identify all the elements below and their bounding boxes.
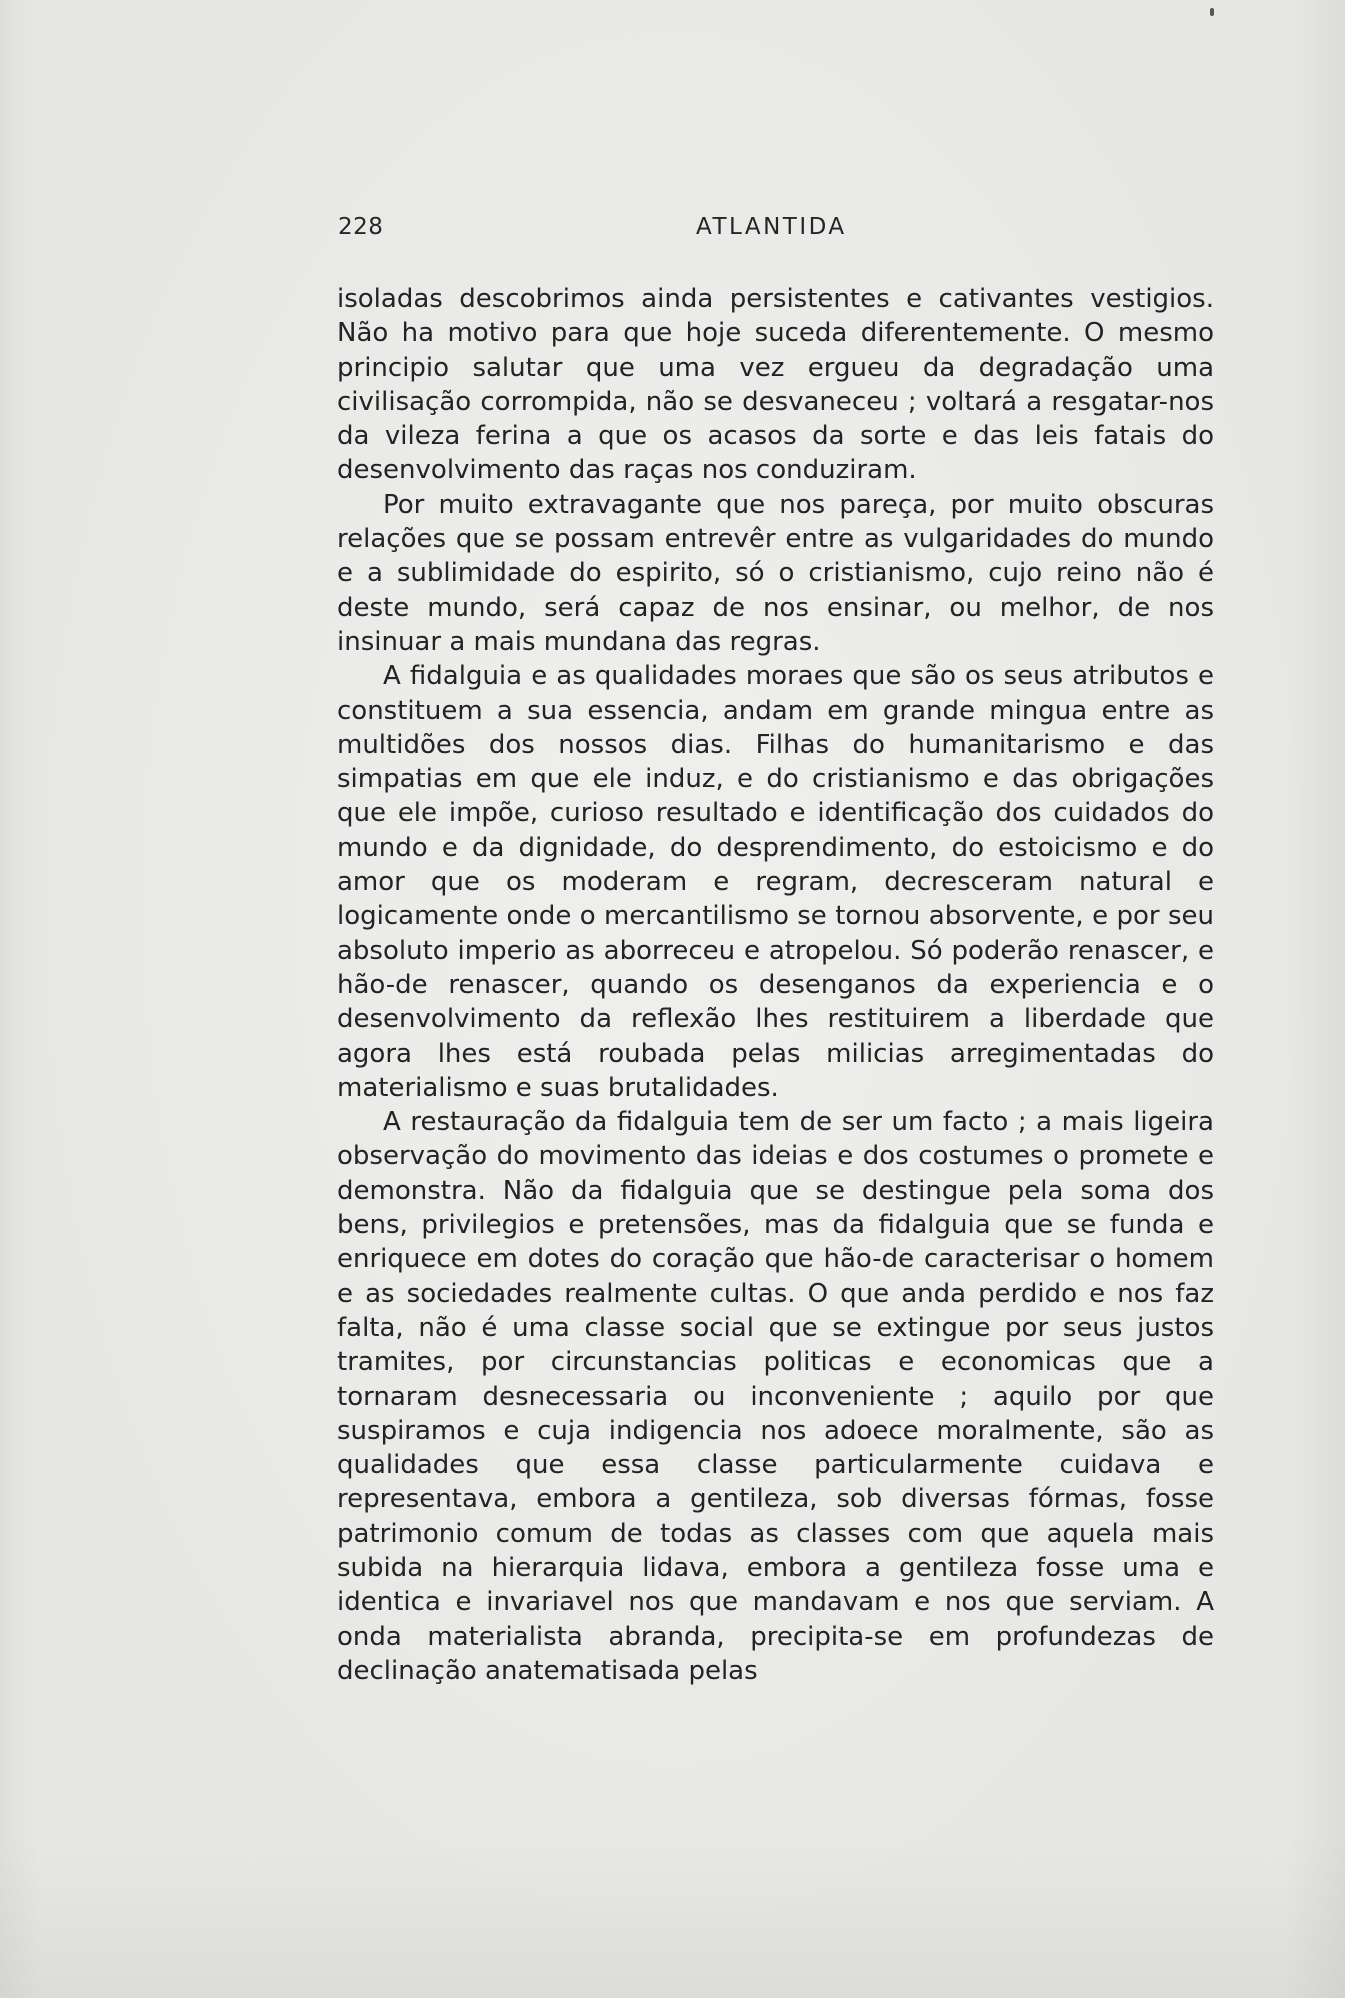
running-head (338, 214, 1138, 250)
paragraph: isoladas descobrimos ainda persistentes e cativantes vestigios. Não ha motivo para que hoje suceda diferentemente. O mesmo principio salutar que uma vez ergueu da degradação uma civilisação corrompida, não se desvaneceu ; voltará a resgatar-nos da vileza ferina a que os acasos da sorte e das leis fatais do desenvolvimento das raças nos conduziram. (337, 284, 1214, 486)
page-edge-shadow (0, 1838, 1345, 1998)
body-text (337, 282, 1214, 1688)
paragraph: Por muito extravagante que nos pareça, por muito obscuras relações que se possam entrevêr entre as vulgaridades do mundo e a sublimidade do espirito, só o cristianismo, cujo reino não é deste mundo, será capaz de nos ensinar, ou melhor, de nos insinuar a mais mundana das regras. (337, 489, 1214, 657)
running-title: ATLANTIDA (696, 214, 847, 240)
paragraph: A fidalguia e as qualidades moraes que são os seus atributos e constituem a sua essencia, andam em grande mingua entre as multidões dos nossos dias. Filhas do humanitarismo e das simpatias em que ele induz, e do cristianismo e das obrigações que ele impõe, curioso resultado e identificação dos cuidados do mundo e da dignidade, do desprendimento, do estoicismo e do amor que os moderam e regram, decresceram natural e logicamente onde o mercantilismo se tornou absorvente, e por seu absoluto imperio as aborreceu e atropelou. Só poderão renascer, e hão-de renascer, quando os desenganos da experiencia e o desenvolvimento da reflexão lhes restituirem a liberdade que agora lhes está roubada pelas milicias arregimentadas do materialismo e suas brutalidades. (337, 661, 1214, 1103)
ink-speck (1210, 8, 1214, 16)
paragraph: A restauração da fidalguia tem de ser um facto ; a mais ligeira observação do movimento das ideias e dos costumes o promete e demonstra. Não da fidalguia que se destingue pela soma dos bens, privilegios e pretensões, mas da fidalguia que se funda e enriquece em dotes do coração que hão-de caracterisar o homem e as sociedades realmente cultas. O que anda perdido e nos faz falta, não é uma classe social que se extingue por seus justos tramites, por circunstancias politicas e economicas que a tornaram desnecessaria ou inconveniente ; aquilo por que suspiramos e cuja indigencia nos adoece moralmente, são as qualidades que essa classe particularmente cuidava e representava, embora a gentileza, sob diversas fórmas, fosse patrimonio comum de todas as classes com que aquela mais subida na hierarquia lidava, embora a gentileza fosse uma e identica e invariavel nos que mandavam e nos que serviam. A onda materialista abranda, precipita-se em profundezas de declinação anatematisada pelas (337, 1107, 1214, 1686)
page-number: 228 (338, 214, 384, 240)
